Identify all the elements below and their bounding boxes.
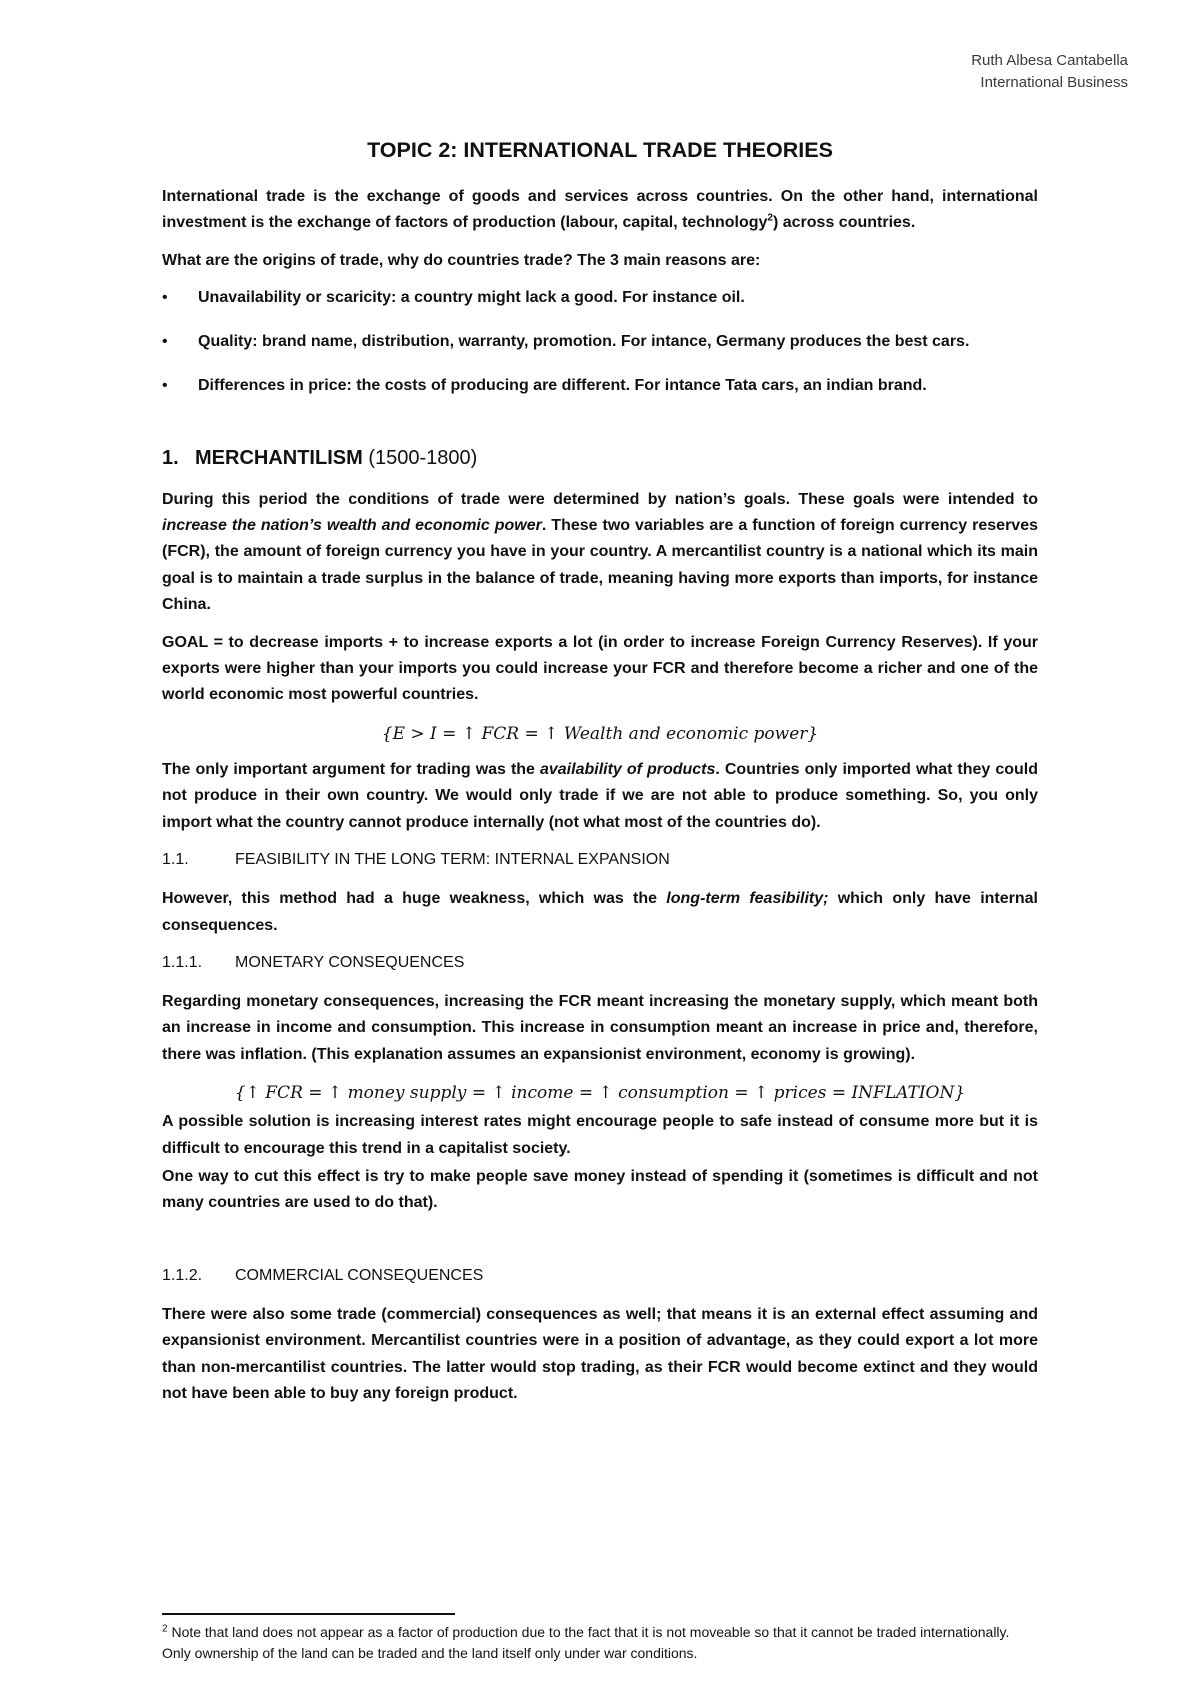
section-heading-1-1 (162, 847, 1038, 873)
section-heading-1-1-2 (162, 1263, 1038, 1289)
footnote-text: Note that land does not appear as a factor of production due to the fact that it is not moveable so that it cannot be traded internationally. Only ownership of the land can be traded and the land itself only under war conditions. (162, 1624, 1010, 1661)
list-item-text: Quality: brand name, distribution, warranty, promotion. For intance, Germany produces the best cars. (198, 333, 970, 351)
reasons-list (162, 285, 1038, 399)
page-header (971, 50, 1128, 94)
bullet-icon: • (162, 377, 168, 395)
section-title: MERCHANTILISM (195, 446, 363, 469)
section-number: 1.1.1. (162, 953, 203, 971)
intro-text-a: International trade is the exchange of goods and services across countries. On the other hand, international investment is the exchange of factors of production (labour, capital, technology (162, 188, 1038, 232)
intro-paragraph-2: What are the origins of trade, why do countries trade? The 3 main reasons are: (162, 251, 761, 269)
list-item (162, 329, 1038, 355)
section-date-range: (1500-1800) (362, 446, 478, 469)
section1-1-1-paragraph-2: A possible solution is increasing interest rates might encourage people to safe instead of consume more but it is difficult to encourage this trend in a capitalist society. (162, 1113, 1038, 1157)
bullet-icon: • (162, 333, 168, 351)
header-course: International Business (980, 74, 1128, 91)
section-title: COMMERCIAL CONSEQUENCES (235, 1266, 484, 1284)
section1-1-2-paragraph-1: There were also some trade (commercial) consequences as well; that means it is an external effect assuming and expansionist environment. Mercantilist countries were in a position of advantage, as they could export a lot more than non-mercantilist countries. The latter would stop trading, as their FCR would become extinct and they would not have been able to buy any foreign product. (162, 1305, 1038, 1402)
emphasis-text: increase the nation’s wealth and economic power (162, 517, 542, 535)
section1-1-paragraph-1 (162, 886, 1038, 939)
header-author: Ruth Albesa Cantabella (971, 52, 1128, 69)
section-title: FEASIBILITY IN THE LONG TERM: INTERNAL EXPANSION (235, 851, 670, 869)
document-title: TOPIC 2: INTERNATIONAL TRADE THEORIES (367, 138, 833, 162)
intro-text-b: ) across countries. (772, 214, 916, 232)
section-heading-1 (162, 443, 1038, 473)
footnote-number: 2 (162, 1623, 168, 1635)
section-number: 1. (162, 446, 179, 469)
paragraph-text: However, this method had a huge weakness, which was the (162, 890, 667, 908)
bullet-icon: • (162, 289, 168, 307)
list-item-text: Differences in price: the costs of producing are different. For intance Tata cars, an indian brand. (198, 377, 927, 395)
document-body (162, 136, 1038, 1418)
paragraph-text: . These two variables are a function of foreign currency reserves (FCR), the amount of foreign currency you have in your country. A mercantilist country is a national which its main goal is to maintain a trade surplus in the balance of trade, meaning having more exports than imports, for instance China. (162, 517, 1039, 614)
section1-paragraph-2: GOAL = to decrease imports + to increase exports a lot (in order to increase Foreign Currency Reserves). If your exports were higher than your imports you could increase your FCR and therefore become a richer and one of the world economic most powerful countries. (162, 633, 1038, 704)
paragraph-text: During this period the conditions of trade were determined by nation’s goals. These goals were intended to (162, 490, 1038, 508)
intro-paragraph-1 (162, 184, 1038, 237)
list-item (162, 285, 1038, 311)
list-item (162, 373, 1038, 399)
section-number: 1.1.2. (162, 1266, 203, 1284)
section1-paragraph-1 (162, 487, 1038, 619)
emphasis-text: availability of products (539, 760, 716, 778)
paragraph-text: The only important argument for trading was the (162, 760, 540, 778)
list-item-text: Unavailability or scaricity: a country might lack a good. For instance oil. (198, 289, 745, 307)
footnote-separator (162, 1613, 455, 1615)
equation-inflation: {↑ FCR = ↑ money supply = ↑ income = ↑ consumption = ↑ prices = INFLATION} (234, 1083, 966, 1104)
footnote-reference[interactable]: 2 (767, 213, 773, 225)
section1-1-1-paragraph-1: Regarding monetary consequences, increasing the FCR meant increasing the monetary supply, which meant both an increase in income and consumption. This increase in consumption meant an increase in price and, therefore, there was inflation. (This explanation assumes an expansionist environment, economy is growing). (162, 992, 1038, 1063)
paragraph-text: . Countries only imported what they could not produce in their own country. We would only trade if we are not able to produce something. So, you only import what the country cannot produce internally (not what most of the countries do). (162, 760, 1039, 831)
footnote (162, 1622, 1042, 1664)
section1-paragraph-3 (162, 757, 1038, 836)
emphasis-text: long-term feasibility; (666, 890, 829, 908)
section1-1-1-paragraph-3: One way to cut this effect is try to make people save money instead of spending it (sometimes is difficult and not many countries are used to do that). (162, 1167, 1038, 1212)
section-title: MONETARY CONSEQUENCES (235, 953, 465, 971)
equation-wealth: {E > I = ↑ FCR = ↑ Wealth and economic power} (381, 723, 819, 744)
section-number: 1.1. (162, 851, 189, 869)
section-heading-1-1-1 (162, 950, 1038, 976)
paragraph-text: which only have internal consequences. (162, 890, 1039, 934)
